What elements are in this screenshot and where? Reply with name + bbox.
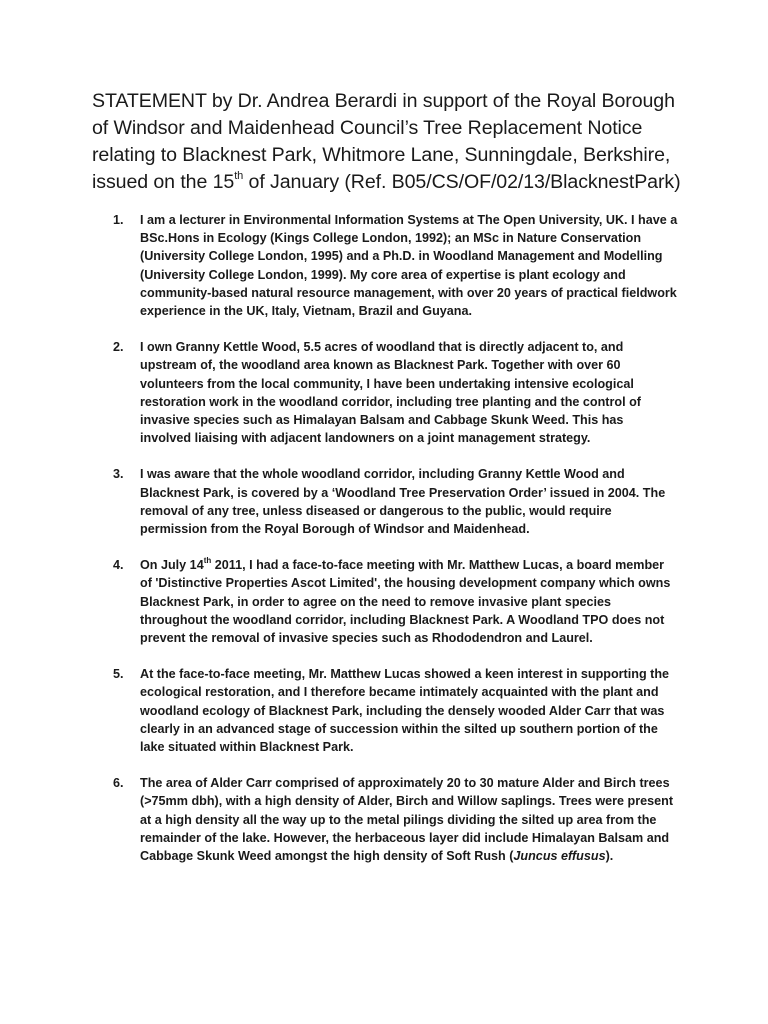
item-text: I was aware that the whole woodland corridor, including Granny Kettle Wood and Blacknest Park, is covered by a ‘Woodland Tree Preservation Order’ issued in 2004. The removal of any tree, unless diseased or dangerous to the public, would require permission from the Royal Borough of Windsor and Maidenhead.	[140, 467, 666, 537]
item-number: 3.	[113, 467, 124, 482]
item-text-end: ).	[605, 849, 614, 864]
species-name: Juncus effusus	[513, 849, 606, 864]
title-reference: of January (Ref. B05/CS/OF/02/13/BlacknestPark)	[243, 171, 681, 193]
list-item	[113, 211, 678, 320]
list-item	[113, 465, 678, 538]
item-text: I am a lecturer in Environmental Information Systems at The Open University, UK. I have a BSc.Hons in Ecology (Kings College London, 1992); an MSc in Nature Conservation (University College London, 1995) and a Ph.D. in Woodland Management and Modelling (University College London, 1999). My core area of expertise is plant ecology and community-based natural resource management, with over 20 years of practical fieldwork experience in the UK, Italy, Vietnam, Brazil and Guyana.	[140, 213, 678, 319]
statement-list	[113, 211, 678, 883]
item-number: 5.	[113, 667, 124, 682]
item-text: 2011, I had a face-to-face meeting with Mr. Matthew Lucas, a board member of 'Distinctive Properties Ascot Limited', the housing development company which owns Blacknest Park, in order to agree on the need to remove invasive plant species throughout the woodland corridor, including Blacknest Park. A Woodland TPO does not prevent the removal of invasive species such as Rhododendron and Laurel.	[140, 558, 671, 646]
list-item	[113, 338, 678, 447]
item-text: The area of Alder Carr comprised of approximately 20 to 30 mature Alder and Birch trees (>75mm dbh), with a high density of Alder, Birch and Willow saplings. Trees were present at a high density all the way up to the metal pilings dividing the silted up area from the remainder of the lake. However, the herbaceous layer did include Himalayan Balsam and Cabbage Skunk Weed amongst the high density of Soft Rush (	[140, 776, 674, 864]
list-item	[113, 556, 678, 647]
list-item	[113, 774, 678, 865]
title-superscript: th	[234, 170, 244, 182]
item-text: At the face-to-face meeting, Mr. Matthew Lucas showed a keen interest in supporting the ecological restoration, and I therefore became intimately acquainted with the plant and woodland ecology of Blacknest Park, including the densely wooded Alder Carr that was clearly in an advanced stage of succession within the silted up southern portion of the lake situated within Blacknest Park.	[140, 667, 670, 755]
item-number: 4.	[113, 558, 124, 573]
title-text: STATEMENT by Dr. Andrea Berardi in support of the Royal Borough of Windsor and Maidenhead Council’s Tree Replacement Notice relating to Blacknest Park, Whitmore Lane, Sunningdale, Berkshire, issued on the 15	[92, 90, 675, 193]
item-number: 1.	[113, 213, 124, 227]
item-text: I own Granny Kettle Wood, 5.5 acres of woodland that is directly adjacent to, and upstream of, the woodland area known as Blacknest Park. Together with over 60 volunteers from the local community, I have been undertaking intensive ecological restoration work in the woodland corridor, including tree planting and the control of invasive species such as Himalayan Balsam and Cabbage Skunk Weed. This has involved liaising with adjacent landowners on a joint management strategy.	[140, 340, 641, 446]
statement-title	[92, 88, 692, 196]
item-number: 6.	[113, 776, 124, 791]
item-number: 2.	[113, 340, 124, 355]
item-superscript: th	[203, 556, 212, 566]
list-item	[113, 665, 678, 756]
item-text-start: On July 14	[140, 558, 204, 573]
